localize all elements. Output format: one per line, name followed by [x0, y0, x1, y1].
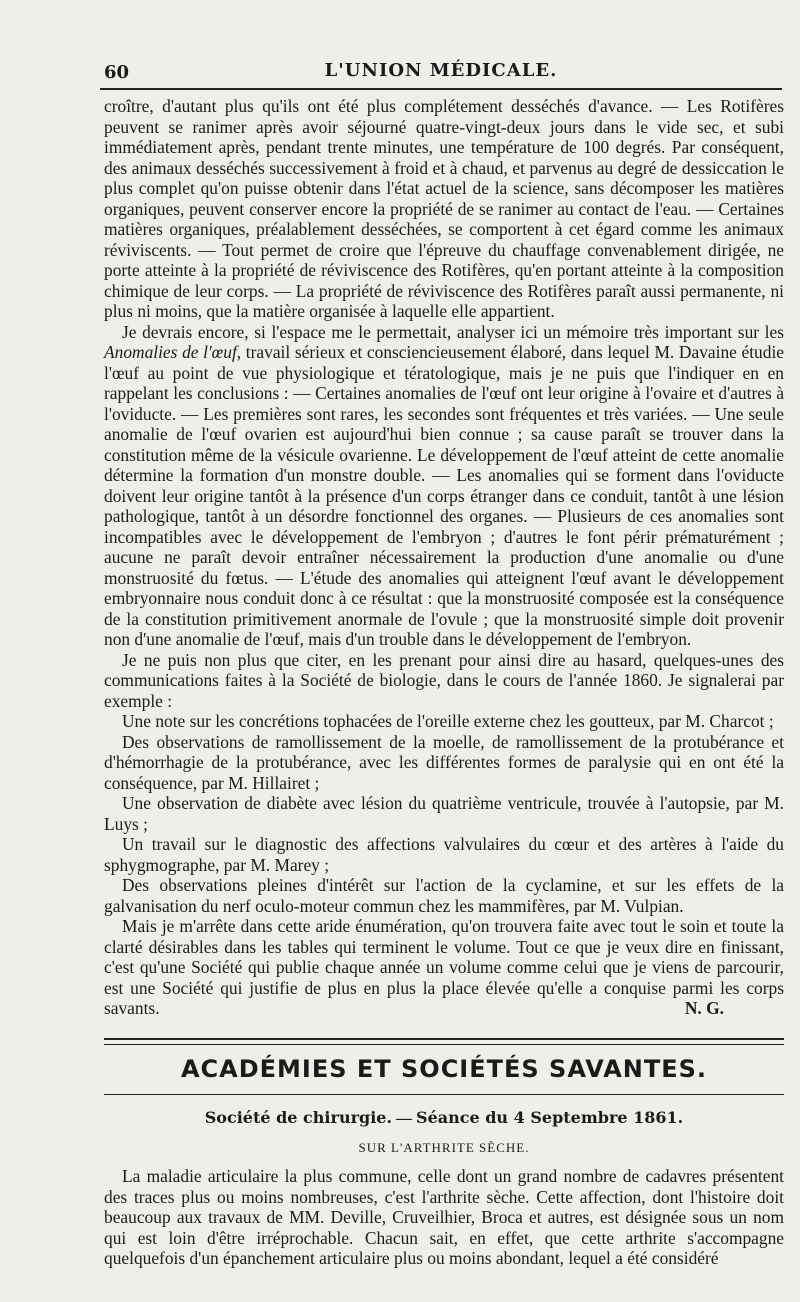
section-body [104, 1166, 784, 1269]
paragraph: Je ne puis non plus que citer, en les prenant pour ainsi dire au hasard, quelques-unes des communications faites à la Société de biologie, dans le cours de l'année 1860. Je signalerai par exemple : [104, 649, 784, 711]
list-item: Des observations pleines d'intérêt sur l'action de la cyclamine, et sur les effets de la galvanisation du nerf oculo-moteur commun chez les mammifères, par M. Vulpian. [104, 875, 784, 916]
text-run: Je devrais encore, si l'espace me le permettait, analyser ici un mémoire très important sur les [122, 321, 784, 342]
society-name: Société de chirurgie. [204, 1108, 393, 1127]
heading-separator: — [392, 1110, 417, 1127]
author-signature: N. G. [684, 998, 724, 1018]
article-body [104, 96, 784, 1019]
paragraph: La maladie articulaire la plus commune, celle dont un grand nombre de cadavres présentent des traces plus ou moins nombreuses, c'est l'arthrite sèche. Cette affection, dont l'histoire doit beaucoup aux travaux de MM. Deville, Cruveilhier, Broca et autres, est désignée sous un nom qui est loin d'être irréprochable. Chacun sait, en effet, que cette arthrite s'accompagne quelquefois d'un épanchement articulaire plus ou moins abondant, lequel a été considéré [104, 1166, 784, 1268]
italic-title: Anomalies de l'œuf, [104, 342, 242, 362]
section-divider [104, 1038, 784, 1045]
list-item: Des observations de ramollissement de la moelle, de ramollissement de la protubérance et d'hémorrhagie de la protubérance, avec les différentes formes de paralysie qui en ont été la conséquence, par M. Hillairet ; [104, 731, 784, 793]
paragraph [104, 322, 784, 650]
section-rule [104, 1094, 784, 1095]
meeting-heading [104, 1108, 784, 1128]
paragraph [104, 916, 784, 1019]
section-title: ACADÉMIES ET SOCIÉTÉS SAVANTES. [180, 1055, 708, 1083]
paragraph: croître, d'autant plus qu'ils ont été plus complétement desséchés d'avance. — Les Rotifères peuvent se ranimer après avoir séjourné quatre-vingt-deux jours dans le vide sec, et subi immédiatement après, pendant trente minutes, une température de 100 degrés. Par conséquent, des animaux desséchés successivement à froid et à chaud, et parvenus au degré de dessiccation le plus complet qu'on puisse obtenir dans l'état actuel de la science, sans décomposer les matières organiques, peuvent conserver encore la propriété de se ranimer au contact de l'eau. — Certaines matières organiques, préalablement desséchées, se comportent à cet égard comme les animaux réviviscents. — Tout permet de croire que l'épreuve du chauffage convenablement dirigée, ne porte atteinte à la propriété de réviviscence des Rotifères, qu'en portant atteinte à la composition chimique de leur corps. — La propriété de réviviscence des Rotifères paraît aussi permanente, ni plus ni moins, que la matière organisée à laquelle elle appartient. [104, 96, 784, 321]
subheading: SUR L'ARTHRITE SÈCHE. [358, 1140, 530, 1155]
text-run: Mais je m'arrête dans cette aride énumération, qu'on trouvera faite avec tout le soin et toute la clarté désirables dans les tables qui terminent le volume. Tout ce que je veux dire en finissant, c'est qu'une Société qui publie chaque année un volume comme celui que je viens de parcourir, est une Société qui justifie de plus en plus la place élevée qu'elle a conquise parmi les corps savants. [104, 916, 784, 1018]
list-item: Une note sur les concrétions tophacées de l'oreille externe chez les goutteux, par M. Charcot ; [122, 711, 774, 731]
journal-title: L'UNION MÉDICALE. [324, 60, 558, 81]
list-item: Un travail sur le diagnostic des affections valvulaires du cœur et des artères à l'aide du sphygmographe, par M. Marey ; [104, 834, 784, 875]
session-date: Séance du 4 Septembre 1861. [416, 1108, 684, 1127]
running-head [100, 52, 782, 90]
list-item: Une observation de diabète avec lésion du quatrième ventricule, trouvée à l'autopsie, par M. Luys ; [104, 793, 784, 834]
text-run: travail sérieux et consciencieusement élaboré, dans lequel M. Davaine étudie l'œuf au point de vue physiologique et tératologique, mais je ne puis que l'indiquer en en rappelant les conclusions : — Certaines anomalies de l'œuf ont leur origine à l'ovaire et d'autres à l'oviducte. — Les premières sont rares, les secondes sont fréquentes et très variées. — Une seule anomalie de l'œuf ovarien est aujourd'hui bien connue ; sa cause paraît se trouver dans la constitution même de la vésicule ovarienne. Le développement de l'œuf atteint de cette anomalie détermine la formation d'un monstre double. — Les anomalies qui se forment dans l'oviducte doivent leur origine tantôt à la présence d'un corps étranger dans ce conduit, tantôt à une lésion pathologique, tantôt à un désordre fonctionnel des organes. — Plusieurs de ces anomalies sont incompatibles avec le développement de l'embryon ; d'autres le font périr prématurément ; aucune ne paraît devoir entraîner nécessairement la production d'une anomalie ou d'une monstruosité du fœtus. — L'étude des anomalies qui atteignent l'œuf avant le développement embryonnaire nous conduit donc à ce résultat : que la monstruosité composée est la conséquence de la constitution primitivement anormale de l'ovule ; que la monstruosité simple doit provenir non d'une anomalie de l'œuf, mais d'un trouble dans le développement de l'embryon. [104, 342, 784, 649]
page-number: 60 [104, 62, 130, 83]
